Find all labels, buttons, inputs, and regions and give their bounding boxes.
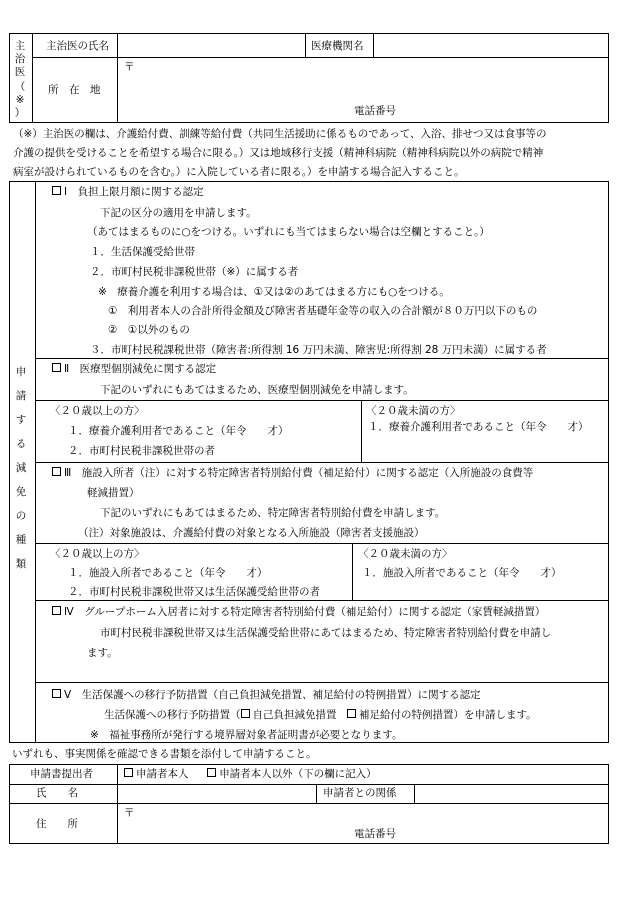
section2-over20-item-1[interactable]: １．療養介護利用者であること（年令 才）	[68, 425, 289, 437]
physician-name-field[interactable]	[118, 34, 304, 56]
section3-title[interactable]: Ⅲ 施設入所者（注）に対する特定障害者特別給付費（補足給付）に関する認定（入所施設の食費等	[52, 467, 533, 480]
section2-line: 下記のいずれにもあてはまるため、医療型個別減免を申請します。	[100, 384, 414, 396]
section5-opt2-checkbox[interactable]	[347, 709, 356, 718]
section3-checkbox[interactable]	[52, 467, 61, 476]
physician-phone-label: 電話番号	[354, 105, 396, 117]
section1-option-1[interactable]: １．生活保護受給世帯	[90, 246, 195, 258]
section1-sub-option-1[interactable]: ① 利用者本人の合計所得金額及び障害者基礎年金等の収入の合計額が８０万円以下のもの	[108, 305, 538, 317]
physician-note-line-3: 病室が設けられているものを含む。）に入院している者に限る。）を申請する場合記入すること。	[13, 166, 465, 178]
section5-note: ※ 福祉事務所が発行する境界層対象者証明書が必要となります。	[90, 729, 403, 741]
section1-option-3[interactable]: ３．市町村民税課税世帯（障害者:所得割 16 万円未満、障害児:所得割 28 万円未満）に属する者	[90, 344, 547, 356]
section2-checkbox[interactable]	[52, 363, 61, 372]
section1-line-2: （あてはまるものに○をつける。いずれにも当てはまらない場合は空欄とすること。）	[87, 226, 490, 238]
submitter-relation-field[interactable]	[415, 785, 608, 802]
physician-postal-mark: 〒	[124, 61, 135, 73]
physician-note-line-1: （※）主治医の欄は、介護給付費、訓練等給付費（共同生活援助に係るものであって、入浴、排せつ又は食事等の	[13, 128, 547, 140]
institution-label: 医療機関名	[311, 40, 364, 52]
submitter-postal-mark: 〒	[124, 807, 135, 819]
section3-note: （注）対象施設は、介護給付費の対象となる入所施設（障害者支援施設）	[78, 527, 425, 539]
submitter-name-label: 氏 名	[36, 787, 78, 799]
physician-name-label: 主治医の氏名	[46, 40, 109, 52]
physician-side-label: 主 治 医 （ ※ ）	[14, 40, 26, 119]
submitter-label: 申請書提出者	[30, 768, 93, 780]
submitter-options: 申請者本人 申請者本人以外（下の欄に記入）	[124, 768, 377, 781]
section2-over20-head: 〈２０歳以上の方〉	[50, 405, 145, 417]
section1-line-1: 下記の区分の適用を申請します。	[100, 207, 257, 219]
section5-title[interactable]: Ⅴ 生活保護への移行予防措置（自己負担減免措置、補足給付の特例措置）に関する認定	[52, 689, 481, 702]
section1-option-2[interactable]: ２．市町村民税非課税世帯（※）に属する者	[90, 266, 299, 278]
section4-line-1: 市町村民税非課税世帯又は生活保護受給世帯にあてはまるため、特定障害者特別給付費を申請し	[100, 627, 552, 639]
section2-over20-item-2[interactable]: ２．市町村民税非課税世帯の者	[68, 445, 215, 457]
physician-note-line-2: 介護の提供を受けることを希望する場合に限る。）又は地域移行支援（精神科病院（精神科病院以外の病院で精神	[13, 147, 544, 159]
section5-checkbox[interactable]	[52, 689, 61, 698]
section4-title[interactable]: Ⅳ グループホーム入居者に対する特定障害者特別給付費（補足給付）に関する認定（家賃軽減措置）	[52, 606, 545, 619]
physician-address-label: 所 在 地	[48, 84, 101, 96]
section1-sub-option-2[interactable]: ② ①以外のもの	[108, 324, 190, 336]
submitter-phone-label: 電話番号	[354, 828, 396, 840]
section3-over20-item-2[interactable]: ２．市町村民税非課税世帯又は生活保護受給世帯の者	[68, 586, 320, 598]
reduction-types-label: 申 請 す る 減 免 の 種 類	[15, 366, 27, 570]
institution-field[interactable]	[374, 34, 608, 56]
submitter-self-checkbox[interactable]	[124, 768, 133, 777]
section1-title[interactable]: Ⅰ 負担上限月額に関する認定	[52, 186, 204, 199]
submitter-relation-label: 申請者との関係	[323, 787, 397, 799]
section5-opt1-checkbox[interactable]	[241, 709, 250, 718]
section3-under20-item-1[interactable]: １．施設入所者であること（年令 才）	[362, 567, 562, 579]
section4-checkbox[interactable]	[52, 606, 61, 615]
section3-line: 下記のいずれにもあてはまるため、特定障害者特別給付費を申請します。	[100, 507, 446, 519]
section1-note: ※ 療養介護を利用する場合は、①又は②のあてはまる方にも○をつける。	[98, 286, 450, 298]
section3-title-cont: 軽減措置）	[87, 487, 140, 499]
section3-under20-head: 〈２０歳未満の方〉	[358, 548, 453, 560]
section3-over20-head: 〈２０歳以上の方〉	[50, 548, 145, 560]
section1-checkbox[interactable]	[52, 186, 61, 195]
section2-under20-head: 〈２０歳未満の方〉	[366, 405, 461, 417]
section2-title[interactable]: Ⅱ 医療型個別減免に関する認定	[52, 363, 216, 376]
submitter-other-checkbox[interactable]	[207, 768, 216, 777]
section5-line: 生活保護への移行予防措置（ 自己負担減免措置 補足給付の特例措置）を申請します。	[104, 709, 537, 721]
section4-line-2: ます。	[87, 647, 118, 659]
submitter-name-field[interactable]	[118, 785, 315, 802]
section2-under20-item-1[interactable]: １．療養介護利用者であること（年令 才）	[368, 421, 589, 433]
footer-note: いずれも、事実関係を確認できる書類を添付して申請すること。	[12, 748, 317, 760]
section3-over20-item-1[interactable]: １．施設入所者であること（年令 才）	[68, 567, 268, 579]
submitter-address-label: 住 所	[36, 818, 78, 830]
